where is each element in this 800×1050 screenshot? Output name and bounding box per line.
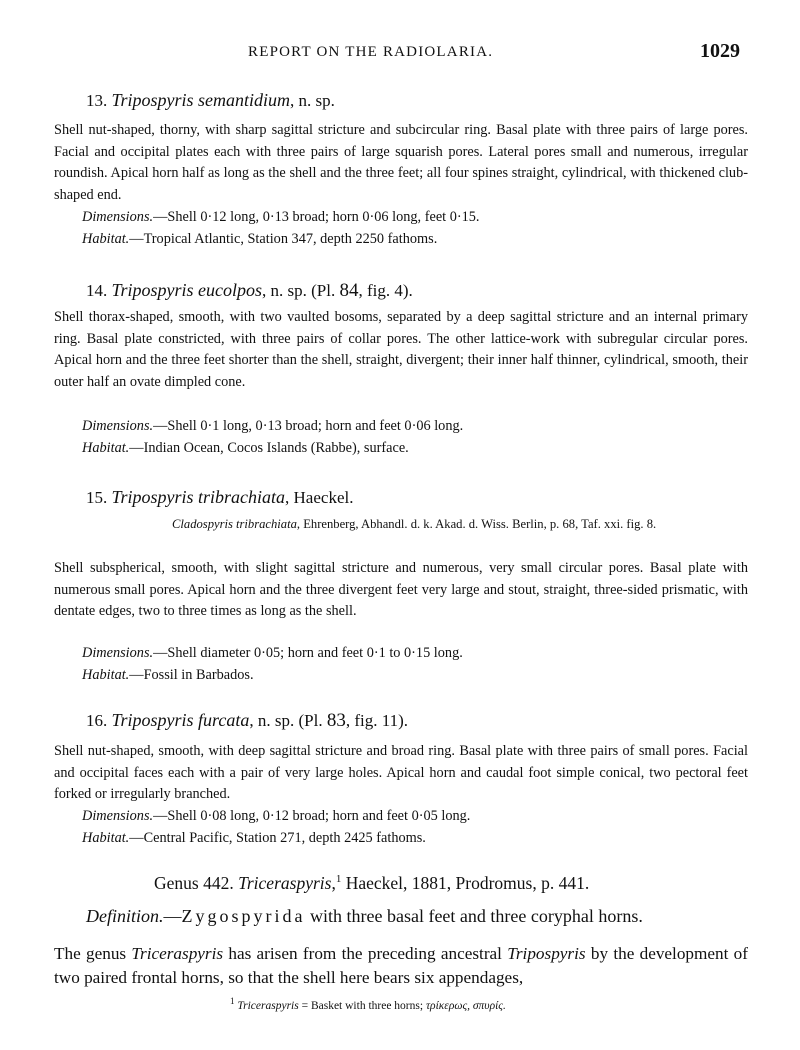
- species-description: Shell subspherical, smooth, with slight sagittal stricture and numerous, very small circular pores. Basal plate with numerous small pores. Apical horn and the three divergent feet very large and stout, straight, three-sided prismatic, with dentate edges, two to three times as long as the shell.: [54, 560, 748, 619]
- dimensions-text: —Shell diameter 0·05; horn and feet 0·1 to 0·15 long.: [153, 645, 463, 661]
- footnote-greek: τρίκερως, σπυρίς.: [425, 999, 506, 1012]
- habitat-label: Habitat.: [82, 231, 130, 247]
- plate-number: 84: [339, 280, 359, 301]
- family-name: Zygospyrida: [181, 906, 306, 926]
- habitat-text: —Indian Ocean, Cocos Islands (Rabbe), surface.: [129, 440, 409, 456]
- habitat-text: —Fossil in Barbados.: [129, 667, 254, 683]
- habitat-line: [82, 229, 748, 251]
- species-number: 15.: [86, 488, 108, 507]
- plate-number: 83: [326, 710, 346, 731]
- habitat-label: Habitat.: [82, 667, 130, 683]
- dimensions-line: [82, 806, 748, 828]
- running-title: REPORT ON THE RADIOLARIA.: [248, 44, 494, 60]
- footnote-mark: 1: [335, 873, 342, 886]
- species-heading: [86, 280, 413, 302]
- species-heading: [86, 710, 408, 732]
- synonym-reference: , Ehrenberg, Abhandl. d. k. Akad. d. Wiss. Berlin, p. 68, Taf. xxi. fig. 8.: [296, 517, 657, 531]
- species-heading: [86, 90, 335, 111]
- footnote-term: Triceraspyris: [237, 999, 299, 1012]
- dimensions-text: —Shell 0·08 long, 0·12 broad; horn and feet 0·05 long.: [153, 808, 471, 824]
- species-name: Tripospyris furcata: [111, 710, 250, 730]
- habitat-line: [82, 828, 748, 850]
- habitat-label: Habitat.: [82, 830, 130, 846]
- dimensions-label: Dimensions.: [82, 418, 154, 434]
- dimensions-line: [82, 207, 748, 229]
- habitat-text: —Tropical Atlantic, Station 347, depth 2250 fathoms.: [129, 231, 438, 247]
- species-authority: , n. sp.: [262, 281, 307, 300]
- species-description: Shell thorax-shaped, smooth, with two vaulted bosoms, separated by a deep sagittal stricture and an internal primary ring. Basal plate constricted, with three pairs of collar pores. The other lattice-work with subregular circular pores. Apical horn and the three feet shorter than the shell, straight, divergent; their inner half thinner, cylindrical, smooth, their outer half an ovate dimpled cone.: [54, 309, 748, 390]
- dimensions-line: [82, 416, 748, 438]
- species-authority: , n. sp.: [249, 711, 295, 730]
- species-number: 16.: [86, 711, 108, 730]
- species-authority: , Haeckel.: [285, 488, 354, 507]
- species-name: Tripospyris eucolpos: [111, 280, 263, 300]
- habitat-line: [82, 438, 748, 460]
- genus-heading: Genus 442. Triceraspyris,$^1$ Haeckel, 1881, Prodromus, p. 441.: [154, 873, 590, 893]
- species-description: Shell nut-shaped, smooth, with deep sagittal stricture and broad ring. Basal plate with three pairs of small pores. Facial and occipital faces each with a pair of very large holes. Apical horn and caudal foot simple conical, two pectoral feet forked or irregularly branched.: [54, 743, 748, 802]
- page-header: [0, 40, 800, 66]
- dimensions-line: [82, 643, 748, 665]
- footnote-text: = Basket with three horns;: [298, 999, 426, 1012]
- species-number: 14.: [86, 281, 108, 300]
- dimensions-text: —Shell 0·12 long, 0·13 broad; horn 0·06 long, feet 0·15.: [153, 209, 480, 225]
- definition-text: with three basal feet and three coryphal horns.: [305, 906, 643, 926]
- habitat-line: [82, 665, 748, 687]
- species-heading: [86, 487, 353, 508]
- footnote-number: 1: [230, 996, 235, 1006]
- habitat-text: —Central Pacific, Station 271, depth 2425 fathoms.: [129, 830, 426, 846]
- genus-intro: The genus Triceraspyris has arisen from the preceding ancestral Tripospyris by the development of two paired frontal horns, so that the shell here bears six appendages,: [54, 944, 748, 987]
- footnote: [230, 996, 506, 1012]
- genus-name: Triceraspyris: [238, 873, 332, 893]
- genus-reference: Haeckel, 1881, Prodromus, p. 441.: [341, 873, 590, 893]
- species-name: Tripospyris tribrachiata: [111, 487, 286, 507]
- definition-label: Definition.: [86, 906, 164, 926]
- genus-definition: Definition.—Zygospyrida with three basal feet and three coryphal horns.: [86, 906, 643, 926]
- habitat-label: Habitat.: [82, 440, 130, 456]
- dimensions-label: Dimensions.: [82, 645, 154, 661]
- dimensions-label: Dimensions.: [82, 808, 154, 824]
- plate-reference: (Pl. 84, fig. 4).: [311, 280, 413, 301]
- genus-prefix: Genus 442.: [154, 873, 239, 893]
- species-authority: , n. sp.: [290, 91, 335, 110]
- species-name: Tripospyris semantidium: [111, 90, 291, 110]
- dimensions-text: —Shell 0·1 long, 0·13 broad; horn and feet 0·06 long.: [153, 418, 464, 434]
- dimensions-label: Dimensions.: [82, 209, 154, 225]
- species-number: 13.: [86, 91, 108, 110]
- species-description: Shell nut-shaped, thorny, with sharp sagittal stricture and subcircular ring. Basal plate with three pairs of large pores. Facial and occipital plates each with three pairs of large squarish pores. Lateral pores small and numerous, irregular roundish. Apical horn half as long as the shell and the three feet; all four spines straight, cylindrical, with thickened club-shaped end.: [54, 122, 748, 203]
- plate-reference: (Pl. 83, fig. 11).: [298, 710, 408, 731]
- page-number: 1029: [700, 40, 740, 62]
- synonym-name: Cladospyris tribrachiata: [172, 517, 297, 531]
- synonym-line: [172, 514, 748, 534]
